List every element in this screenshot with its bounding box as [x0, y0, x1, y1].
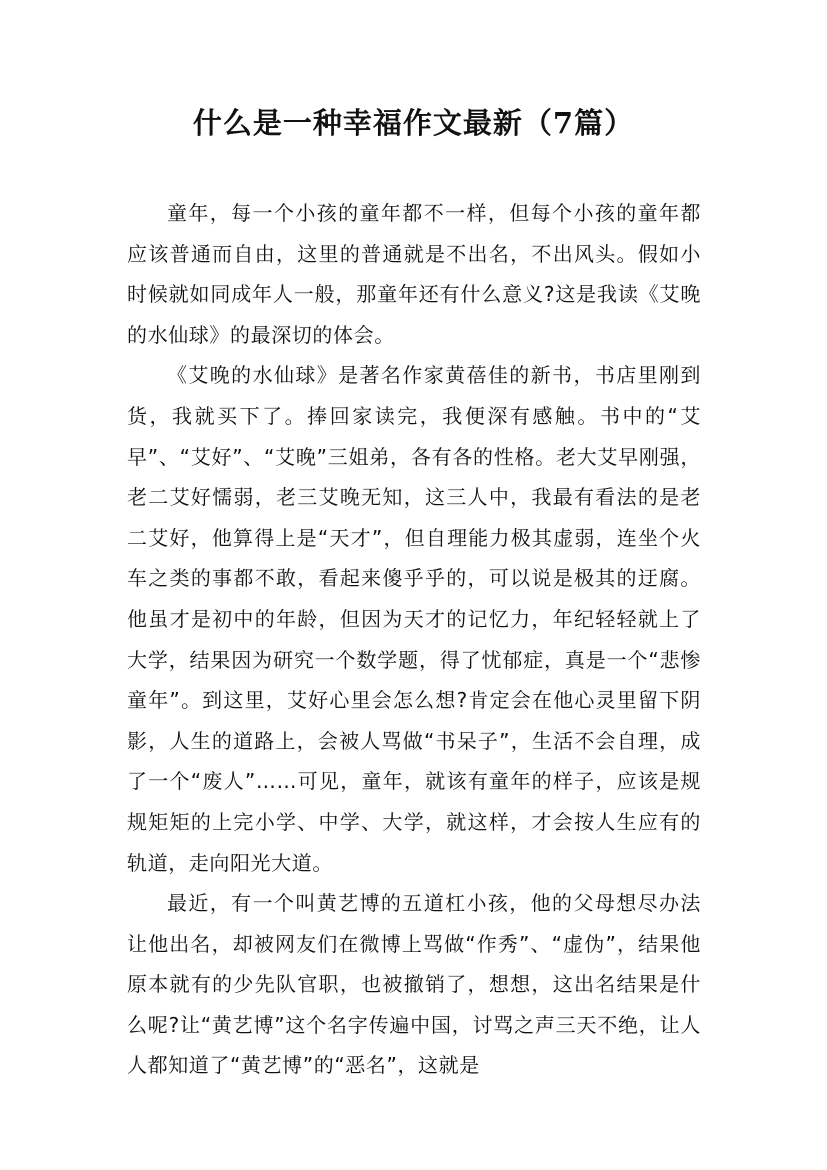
document-title: 什么是一种幸福作文最新（7篇） — [192, 106, 635, 140]
document-body — [127, 193, 701, 1086]
paragraph: 最近，有一个叫黄艺博的五道杠小孩，他的父母想尽办法让他出名，却被网友们在微博上骂做“作秀”、“虚伪”，结果他原本就有的少先队官职，也被撤销了，想想，这出名结果是什么呢?让“黄艺博”这个名字传遍中国，讨骂之声三天不绝，让人人都知道了“黄艺博”的“恶名”，这就是 — [127, 891, 701, 1078]
paragraph: 《艾晚的水仙球》是著名作家黄蓓佳的新书，书店里刚到货，我就买下了。捧回家读完，我便深有感触。书中的“艾早”、“艾好”、“艾晚”三姐弟，各有各的性格。老大艾早刚强，老二艾好懦弱，老三艾晚无知，这三人中，我最有看法的是老二艾好，他算得上是“天才”，但自理能力极其虚弱，连坐个火车之类的事都不敢，看起来傻乎乎的，可以说是极其的迂腐。他虽才是初中的年龄，但因为天才的记忆力，年纪轻轻就上了大学，结果因为研究一个数学题，得了忧郁症，真是一个“悲惨童年”。到这里，艾好心里会怎么想?肯定会在他心灵里留下阴影，人生的道路上，会被人骂做“书呆子”，生活不会自理，成了一个“废人”……可见，童年，就该有童年的样子，应该是规规矩矩的上完小学、中学、大学，就这样，才会按人生应有的轨道，走向阳光大道。 — [127, 363, 701, 875]
paragraph: 童年，每一个小孩的童年都不一样，但每个小孩的童年都应该普通而自由，这里的普通就是不出名，不出风头。假如小时候就如同成年人一般，那童年还有什么意义?这是我读《艾晚的水仙球》的最深切的体会。 — [127, 201, 701, 347]
